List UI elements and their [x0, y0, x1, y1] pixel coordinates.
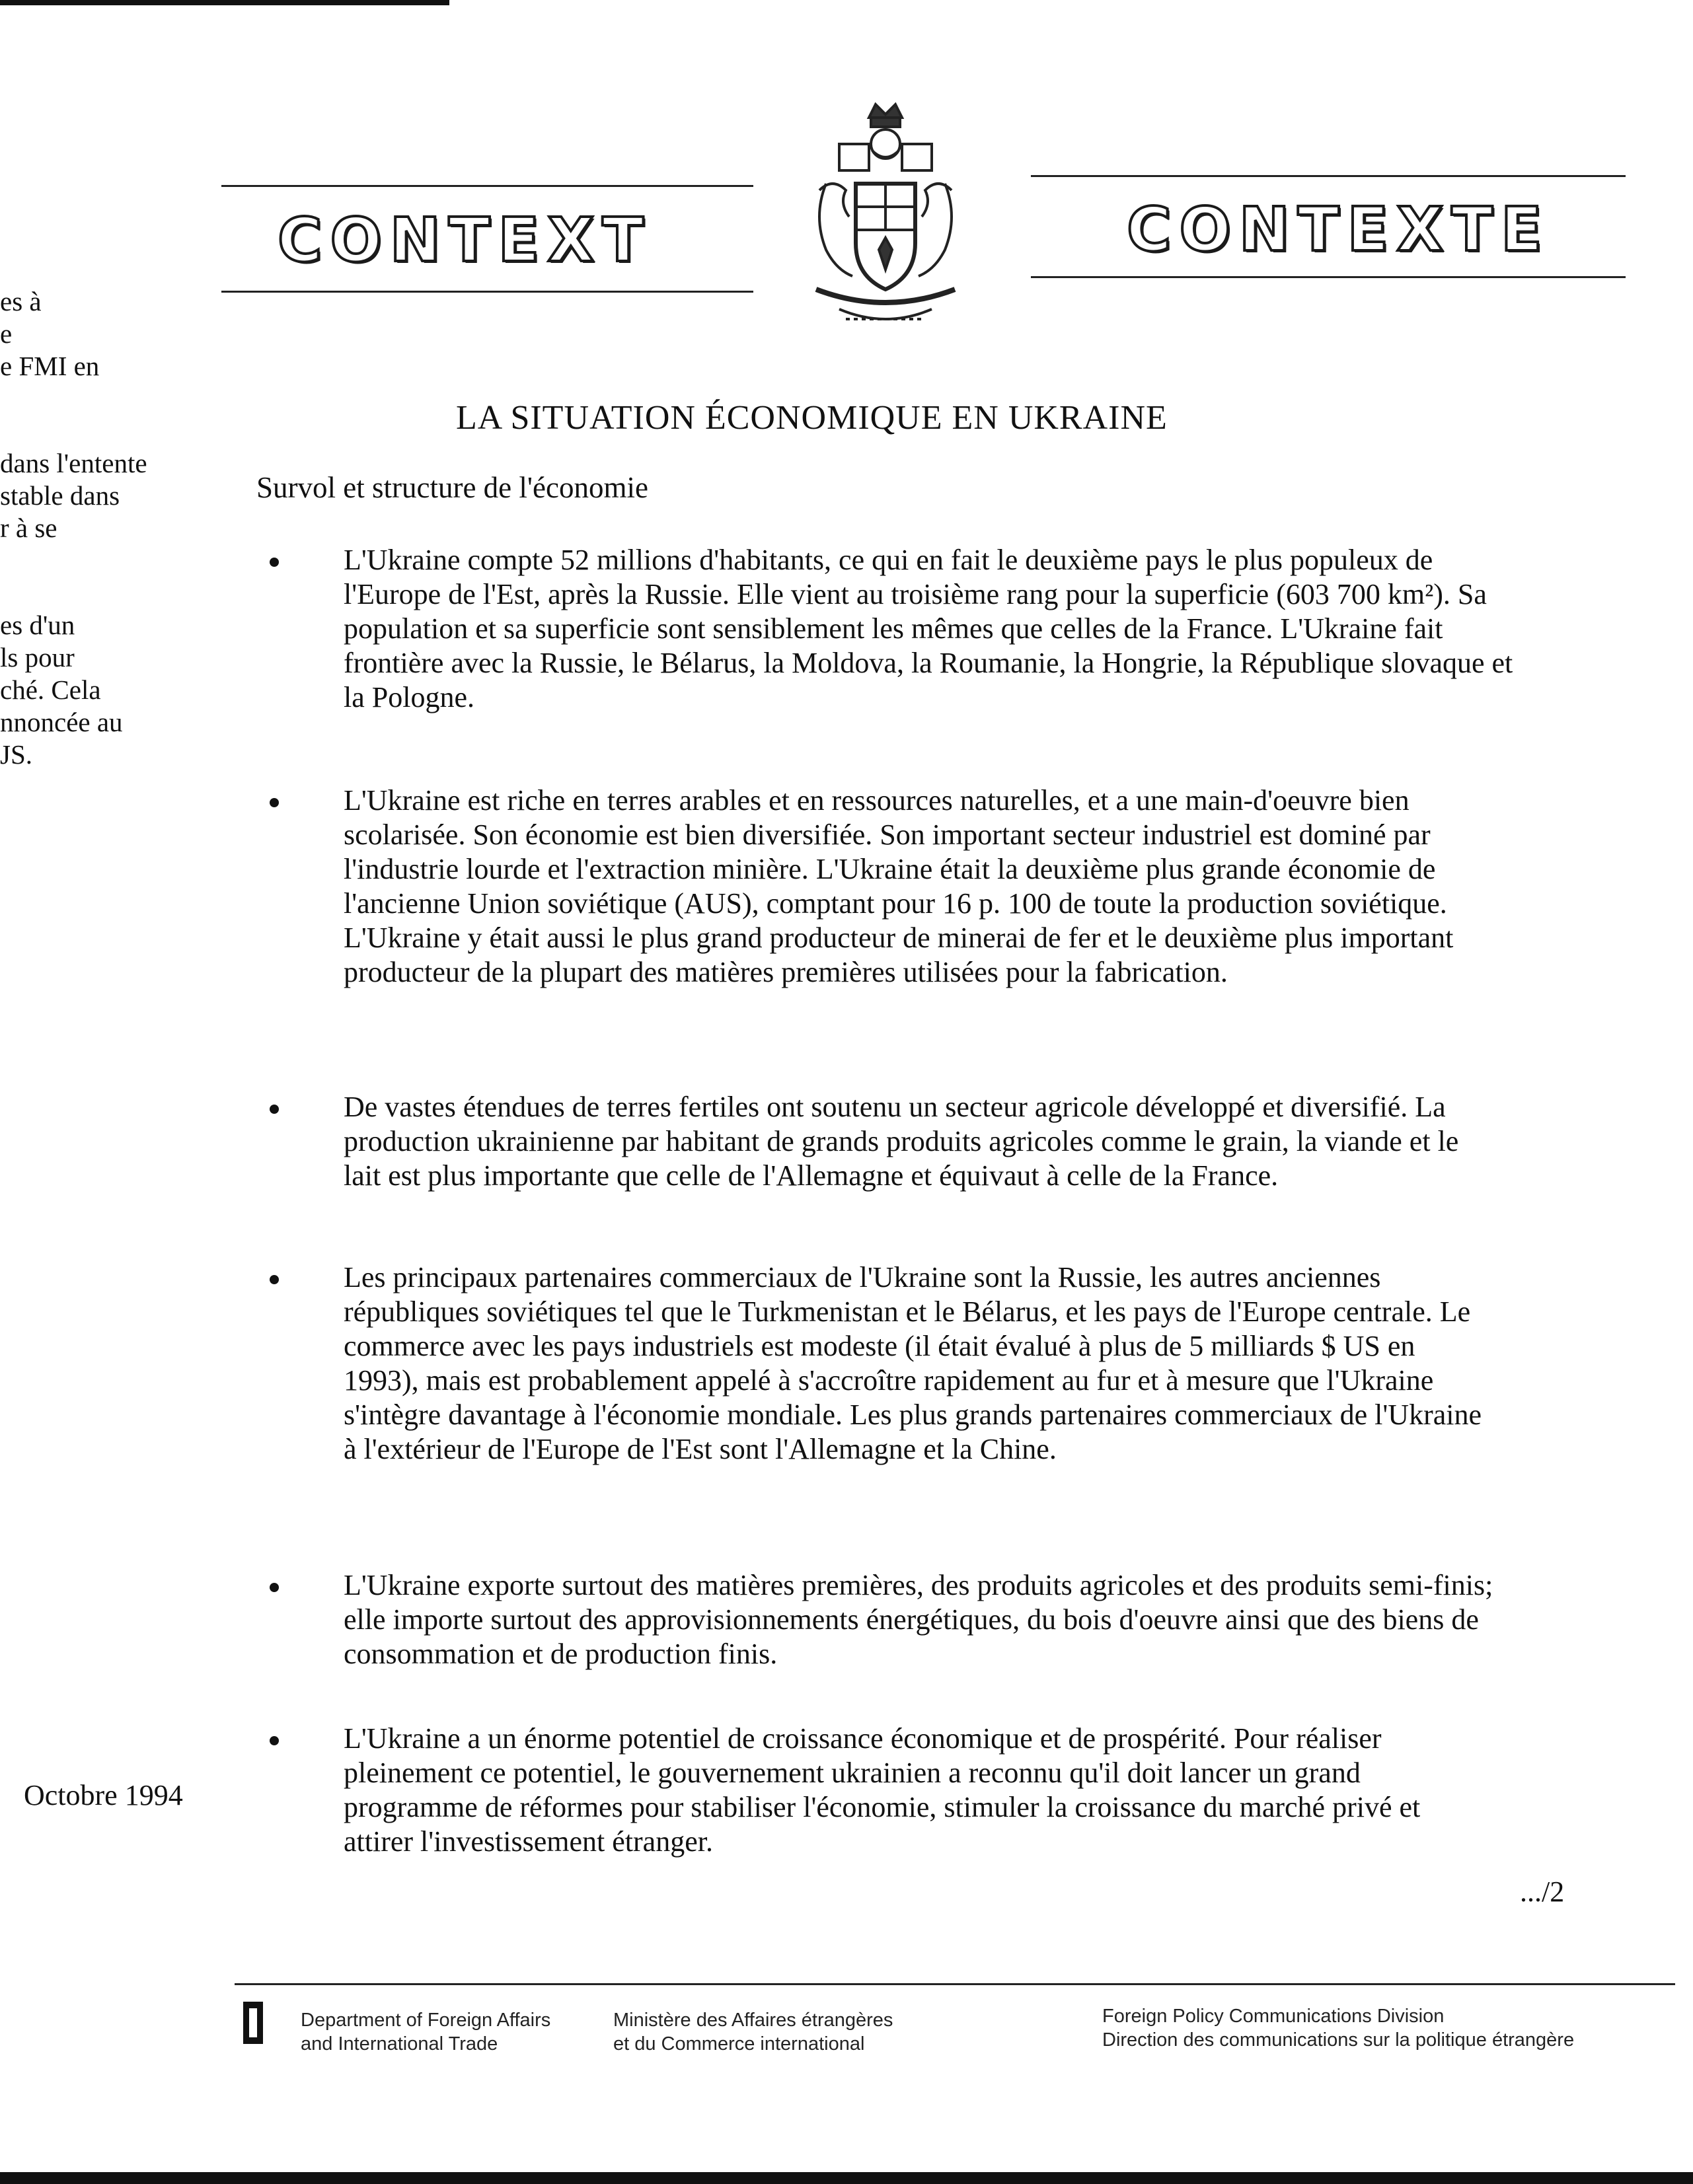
bullet-dot-icon [270, 1105, 279, 1114]
bullet-dot-icon [270, 1275, 279, 1284]
footer-line: and International Trade [301, 2033, 498, 2055]
margin-fragment [0, 382, 218, 447]
bullet-dot-icon [270, 1583, 279, 1592]
margin-fragment: es d'un [0, 610, 75, 640]
footer-line: Foreign Policy Communications Division [1102, 2006, 1445, 2027]
header-rule-right-top [1031, 175, 1626, 177]
bullet-text: L'Ukraine compte 52 millions d'habitants, ce qui en fait le deuxième pays le plus populeux de l'Europe de l'Est, après la Russie. Elle vient au troisième rang pour la superficie (603 700 km²). Sa population et sa superficie sont sensiblement les mêmes que celles de la France. L'Ukraine fait frontière avec la Russie, le Bélarus, la Moldova, la Roumanie, la Hongrie, la République slovaque et la Pologne. [344, 544, 1513, 713]
bullet-text: L'Ukraine est riche en terres arables et en ressources naturelles, et a une main-d'oeuvre bien scolarisée. Son économie est bien diversifiée. Son important secteur industriel est dominé par l'industrie lourde et l'extraction minière. L'Ukraine était la deuxième plus grande économie de l'ancienne Union soviétique (AUS), comptant pour 16 p. 100 de toute la production soviétique. L'Ukraine y était aussi le plus grand producteur de minerai de fer et le deuxième plus important producteur de la plupart des matières premières utilisées pour la fabrication. [344, 784, 1454, 988]
margin-fragment [0, 544, 218, 609]
margin-text-fragments [0, 285, 218, 771]
bullet-text: De vastes étendues de terres fertiles ont soutenu un secteur agricole développé et diversifié. La production ukrainienne par habitant de grands produits agricoles comme le grain, la viande et le lait est plus importante que celle de l'Allemagne et équivaut à celle de la France. [344, 1091, 1459, 1192]
bullet-item [344, 1260, 1493, 1467]
document-date: Octobre 1994 [24, 1779, 183, 1811]
margin-fragment: JS. [0, 739, 33, 770]
page-continuation: .../2 [1520, 1875, 1565, 1908]
scan-edge-top [0, 0, 449, 5]
header-rule-left-top [221, 185, 753, 187]
margin-fragment: e [0, 318, 13, 349]
footer-line: Direction des communications sur la politique étrangère [1102, 2029, 1575, 2051]
footer-rule [235, 1983, 1675, 1985]
canada-flag-bar-icon [243, 2002, 263, 2044]
margin-fragment: nnoncée au [0, 707, 123, 737]
bullet-dot-icon [270, 798, 279, 807]
footer-division [1102, 2004, 1574, 2052]
margin-fragment: ls pour [0, 642, 75, 673]
bullet-item [344, 1568, 1493, 1671]
margin-fragment: e FMI en [0, 351, 100, 381]
footer-line: Department of Foreign Affairs [301, 2010, 551, 2031]
footer-department-english [301, 2008, 550, 2056]
margin-fragment: es à [0, 286, 42, 316]
bullet-item [344, 1722, 1493, 1859]
section-heading: Survol et structure de l'économie [256, 471, 648, 504]
bullet-dot-icon [270, 558, 279, 567]
footer-department-french [613, 2008, 893, 2056]
document-title: LA SITUATION ÉCONOMIQUE EN UKRAINE [456, 398, 1168, 437]
context-english-wordmark: CONTEXT [278, 205, 652, 275]
footer-line: Ministère des Affaires étrangères [613, 2010, 893, 2031]
bullet-item [344, 1090, 1493, 1193]
footer-line: et du Commerce international [613, 2033, 865, 2055]
bullet-text: Les principaux partenaires commerciaux de l'Ukraine sont la Russie, les autres anciennes républiques soviétiques tel que le Turkmenistan et le Bélarus, et les pays de l'Europe centrale. Le commerce avec les pays industriels est modeste (il était évalué à plus de 5 milliards $ US en 1993), mais est probablement appelé à s'accroître rapidement au fur et à mesure que l'Ukraine s'intègre davantage à l'économie mondiale. Les plus grands partenaires commerciaux de l'Ukraine à l'extérieur de l'Europe de l'Est sont l'Allemagne et la Chine. [344, 1261, 1482, 1465]
margin-fragment: r à se [0, 513, 57, 543]
scan-edge-bottom [0, 2172, 1693, 2184]
bullet-item [344, 543, 1513, 715]
contexte-french-wordmark: CONTEXTE [1127, 194, 1550, 265]
header-rule-right-bottom [1031, 276, 1626, 278]
margin-fragment: dans l'entente [0, 448, 147, 478]
bullet-text: L'Ukraine exporte surtout des matières premières, des produits agricoles et des produits semi-finis; elle importe surtout des approvisionnements énergétiques, du bois d'oeuvre ainsi que des biens de consommation et de production finis. [344, 1569, 1493, 1670]
margin-fragment: stable dans [0, 480, 120, 511]
canadian-coat-of-arms-icon [800, 91, 971, 336]
bullet-item [344, 783, 1507, 990]
margin-fragment: ché. Cela [0, 674, 101, 705]
bullet-dot-icon [270, 1736, 279, 1745]
header-rule-left-bottom [221, 291, 753, 293]
bullet-text: L'Ukraine a un énorme potentiel de croissance économique et de prospérité. Pour réaliser pleinement ce potentiel, le gouvernement ukrainien a reconnu qu'il doit lancer un grand programme de réformes pour stabiliser l'économie, stimuler la croissance du marché privé et attirer l'investissement étranger. [344, 1722, 1421, 1858]
